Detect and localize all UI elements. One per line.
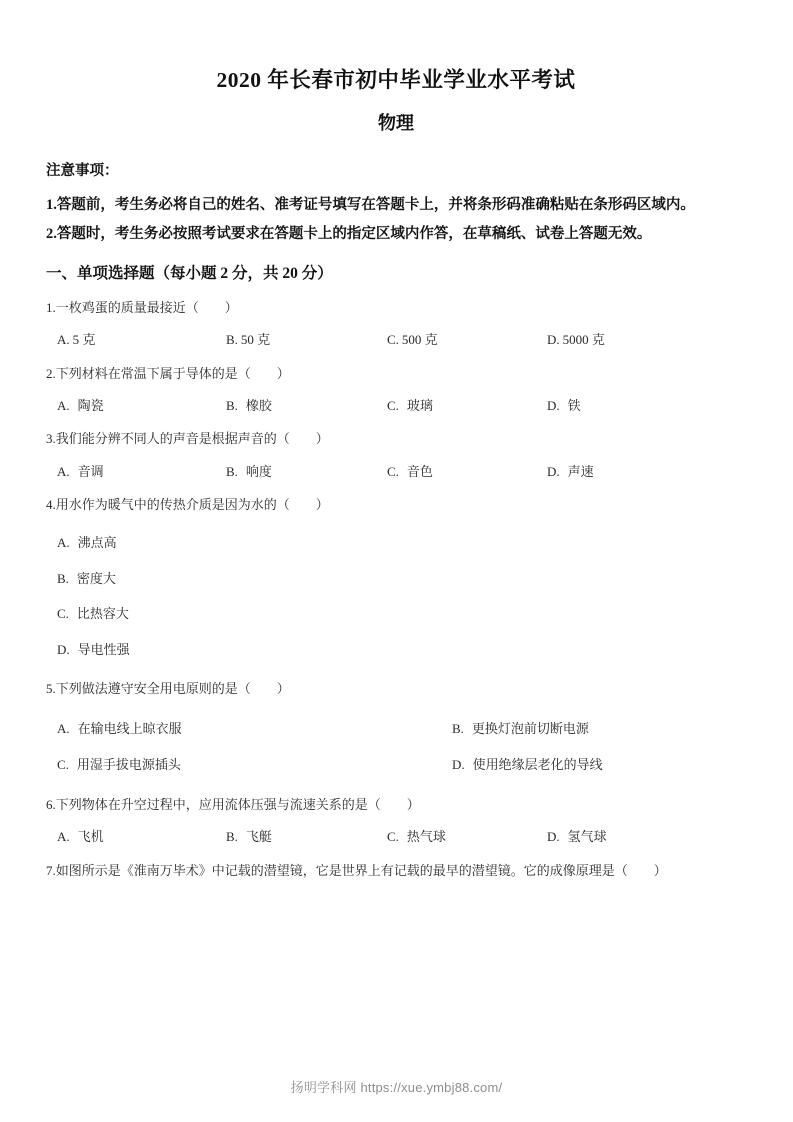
option-list xyxy=(46,390,746,421)
option-d-label: D. xyxy=(547,397,560,413)
notice-section xyxy=(46,161,746,248)
option-d[interactable] xyxy=(396,747,746,783)
question-stem xyxy=(46,672,746,705)
question-2 xyxy=(46,357,746,421)
option-d[interactable] xyxy=(46,632,746,668)
question-stem-text: 6.下列物体在升空过程中，应用流体压强与流速关系的是（ xyxy=(46,797,381,813)
option-c-text: 500 克 xyxy=(401,332,438,348)
question-stem-text: 5.下列做法遵守安全用电原则的是（ xyxy=(46,681,251,697)
option-c-label: C. xyxy=(387,332,399,348)
question-stem-text: 3.我们能分辨不同人的声音是根据声音的（ xyxy=(46,431,290,447)
option-a-label: A. xyxy=(57,463,70,479)
option-a-label: A. xyxy=(57,829,70,845)
question-stem-text: 1.一枚鸡蛋的质量最接近（ xyxy=(46,300,199,316)
page-content xyxy=(46,0,746,889)
option-d[interactable] xyxy=(547,827,707,847)
option-list xyxy=(46,456,746,487)
option-a-text: 5 克 xyxy=(72,332,96,348)
question-stem xyxy=(46,357,746,390)
footer-watermark: 扬明学科网 https://xue.ymbj88.com/ xyxy=(290,1080,503,1095)
option-a-label: A. xyxy=(57,332,70,348)
option-d-label: D. xyxy=(547,829,560,845)
option-d-text: 导电性强 xyxy=(77,641,130,657)
option-c-text: 热气球 xyxy=(406,829,446,845)
question-stem xyxy=(46,854,746,887)
question-1 xyxy=(46,291,746,355)
option-d-text: 铁 xyxy=(567,397,581,413)
question-stem-tail: ） xyxy=(315,497,329,513)
option-list xyxy=(46,324,746,355)
option-b-text: 50 克 xyxy=(240,332,271,348)
option-c-label: C. xyxy=(57,606,69,622)
option-d-text: 使用绝缘层老化的导线 xyxy=(472,756,603,772)
option-c-label: C. xyxy=(387,829,399,845)
option-b[interactable] xyxy=(396,711,746,747)
option-b-label: B. xyxy=(452,721,464,737)
option-b-text: 橡胶 xyxy=(245,397,272,413)
option-d-label: D. xyxy=(57,641,70,657)
option-b-label: B. xyxy=(226,397,238,413)
question-stem-tail: ） xyxy=(315,431,329,447)
option-b-label: B. xyxy=(57,570,69,586)
option-a-text: 沸点高 xyxy=(77,535,117,551)
option-list xyxy=(46,821,746,852)
option-a-text: 陶瓷 xyxy=(77,397,104,413)
option-d[interactable] xyxy=(547,396,707,416)
option-b[interactable] xyxy=(46,561,746,597)
option-d[interactable] xyxy=(547,330,707,350)
option-a-label: A. xyxy=(57,721,70,737)
option-a[interactable] xyxy=(46,827,226,847)
option-b-text: 飞艇 xyxy=(245,829,272,845)
option-c-text: 玻璃 xyxy=(406,397,433,413)
question-4 xyxy=(46,488,746,670)
page-title: 2020 年长春市初中毕业学业水平考试 xyxy=(216,68,576,92)
option-list xyxy=(46,521,746,670)
question-stem xyxy=(46,422,746,455)
option-b-text: 密度大 xyxy=(76,570,116,586)
question-5 xyxy=(46,672,746,786)
option-d-text: 声速 xyxy=(567,463,594,479)
question-stem xyxy=(46,488,746,521)
option-c-text: 比热容大 xyxy=(76,606,129,622)
option-c[interactable] xyxy=(387,462,547,482)
option-b[interactable] xyxy=(226,396,387,416)
question-stem-tail: ） xyxy=(653,862,667,878)
option-list xyxy=(46,705,746,786)
option-d-text: 氢气球 xyxy=(567,829,607,845)
option-c[interactable] xyxy=(387,330,547,350)
option-a-text: 飞机 xyxy=(77,829,104,845)
option-b-label: B. xyxy=(226,463,238,479)
question-stem-tail: ） xyxy=(276,681,290,697)
option-b[interactable] xyxy=(226,330,387,350)
notice-heading: 注意事项： xyxy=(46,163,119,180)
option-c[interactable] xyxy=(387,396,547,416)
option-c-text: 用湿手拔电源插头 xyxy=(76,756,181,772)
section-heading: 一、单项选择题（每小题 2 分，共 20 分） xyxy=(46,264,333,282)
option-c-label: C. xyxy=(57,756,69,772)
question-6 xyxy=(46,788,746,852)
question-3 xyxy=(46,422,746,486)
subject-title: 物理 xyxy=(378,113,414,134)
notice-item-2: 2.答题时，考生务必按照考试要求在答题卡上的指定区域内作答，在草稿纸、试卷上答题无效。 xyxy=(46,225,652,242)
option-d-label: D. xyxy=(547,463,560,479)
option-b[interactable] xyxy=(226,827,387,847)
option-d-label: D. xyxy=(547,332,560,348)
option-a[interactable] xyxy=(46,525,746,561)
option-a[interactable] xyxy=(46,711,396,747)
option-a[interactable] xyxy=(46,330,226,350)
question-stem-text: 7.如图所示是《淮南万毕术》中记载的潜望镜，它是世界上有记载的最早的潜望镜。它的成像原理是（ xyxy=(46,862,628,878)
option-a[interactable] xyxy=(46,396,226,416)
question-stem-tail: ） xyxy=(224,300,238,316)
option-b-text: 更换灯泡前切断电源 xyxy=(471,721,589,737)
option-c-label: C. xyxy=(387,397,399,413)
notice-item-1: 1.答题前，考生务必将自己的姓名、准考证号填写在答题卡上，并将条形码准确粘贴在条形码区域内。 xyxy=(46,197,695,214)
question-stem-text: 2.下列材料在常温下属于导体的是（ xyxy=(46,365,251,381)
option-b-label: B. xyxy=(226,829,238,845)
option-c[interactable] xyxy=(46,747,396,783)
option-a[interactable] xyxy=(46,462,226,482)
option-d-text: 5000 克 xyxy=(562,332,605,348)
option-d-label: D. xyxy=(452,756,465,772)
section-single-choice xyxy=(46,262,746,887)
question-stem-tail: ） xyxy=(406,797,420,813)
question-stem xyxy=(46,788,746,821)
option-d[interactable] xyxy=(547,462,707,482)
option-a-text: 音调 xyxy=(77,463,104,479)
option-a-text: 在输电线上晾衣服 xyxy=(77,721,182,737)
question-stem-text: 4.用水作为暖气中的传热介质是因为水的（ xyxy=(46,497,290,513)
option-b[interactable] xyxy=(226,462,387,482)
option-a-label: A. xyxy=(57,397,70,413)
option-b-label: B. xyxy=(226,332,238,348)
option-c[interactable] xyxy=(387,827,547,847)
option-c-label: C. xyxy=(387,463,399,479)
option-c[interactable] xyxy=(46,596,746,632)
question-stem xyxy=(46,291,746,324)
option-b-text: 响度 xyxy=(245,463,272,479)
question-stem-tail: ） xyxy=(276,365,290,381)
question-7 xyxy=(46,854,746,887)
option-a-label: A. xyxy=(57,535,70,551)
option-c-text: 音色 xyxy=(406,463,433,479)
